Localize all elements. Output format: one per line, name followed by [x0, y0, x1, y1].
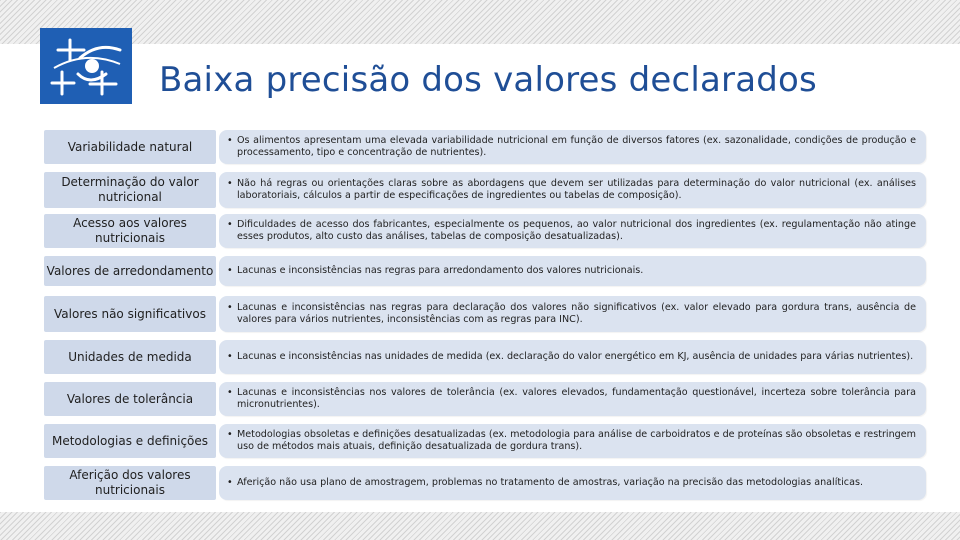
row-description: [219, 256, 926, 286]
bullet-icon: •: [227, 302, 233, 313]
bullet-icon: •: [227, 219, 233, 230]
bullet-icon: •: [227, 477, 233, 488]
row-description-text: Lacunas e inconsistências nas regras para arredondamento dos valores nutricionais.: [237, 265, 644, 276]
row-description-text: Aferição não usa plano de amostragem, problemas no tratamento de amostras, variação na precisão das metodologias analíticas.: [237, 477, 863, 488]
row-description-text: Lacunas e inconsistências nos valores de tolerância (ex. valores elevados, fundamentação questionável, incerteza sobre tolerância para micronutrientes).: [237, 387, 916, 410]
anvisa-logo-icon: [40, 28, 132, 104]
row-label: Determinação do valor nutricional: [44, 172, 216, 208]
top-pattern-band: [0, 0, 960, 44]
row-description: [219, 296, 926, 332]
row-description-text: Dificuldades de acesso dos fabricantes, especialmente os pequenos, ao valor nutricional dos ingredientes (ex. regulamentação não atinge esses produtos, alto custo das análises, tabelas de composição desatualizadas).: [237, 219, 916, 242]
row-label: Variabilidade natural: [44, 130, 216, 164]
row-label: Aferição dos valores nutricionais: [44, 466, 216, 500]
row-description: [219, 340, 926, 374]
bullet-icon: •: [227, 178, 233, 189]
row-label: Valores de tolerância: [44, 382, 216, 416]
row-description: [219, 466, 926, 500]
row-description: [219, 130, 926, 164]
row-label: Unidades de medida: [44, 340, 216, 374]
row-description-text: Metodologias obsoletas e definições desatualizadas (ex. metodologia para análise de carboidratos e de proteínas são obsoletas e restringem uso de métodos mais atuais, definição desatualizada de gordura trans).: [237, 429, 916, 452]
row-description-text: Não há regras ou orientações claras sobre as abordagens que devem ser utilizadas para determinação do valor nutricional (ex. análises laboratoriais, cálculos a partir de especificações de ingredientes ou tabelas de composição).: [237, 178, 916, 201]
slide-title: Baixa precisão dos valores declarados: [159, 60, 817, 100]
row-description-text: Os alimentos apresentam uma elevada variabilidade nutricional em função de diversos fatores (ex. sazonalidade, condições de produção e processamento, tipo e concentração de nutrientes).: [237, 135, 916, 158]
row-description: [219, 424, 926, 458]
bullet-icon: •: [227, 265, 233, 276]
bullet-icon: •: [227, 387, 233, 398]
row-label: Acesso aos valores nutricionais: [44, 214, 216, 248]
row-description: [219, 172, 926, 208]
row-label: Metodologias e definições: [44, 424, 216, 458]
row-label: Valores não significativos: [44, 296, 216, 332]
bullet-icon: •: [227, 429, 233, 440]
bottom-pattern-band: [0, 512, 960, 540]
row-description: [219, 214, 926, 248]
row-description-text: Lacunas e inconsistências nas regras para declaração dos valores não significativos (ex. valor elevado para gordura trans, ausência de valores para vários nutrientes, inconsistências com as regras para INC).: [237, 302, 916, 325]
bullet-icon: •: [227, 135, 233, 146]
row-label: Valores de arredondamento: [44, 256, 216, 286]
bullet-icon: •: [227, 351, 233, 362]
row-description-text: Lacunas e inconsistências nas unidades de medida (ex. declaração do valor energético em KJ, ausência de unidades para várias nutrientes).: [237, 351, 914, 362]
row-description: [219, 382, 926, 416]
